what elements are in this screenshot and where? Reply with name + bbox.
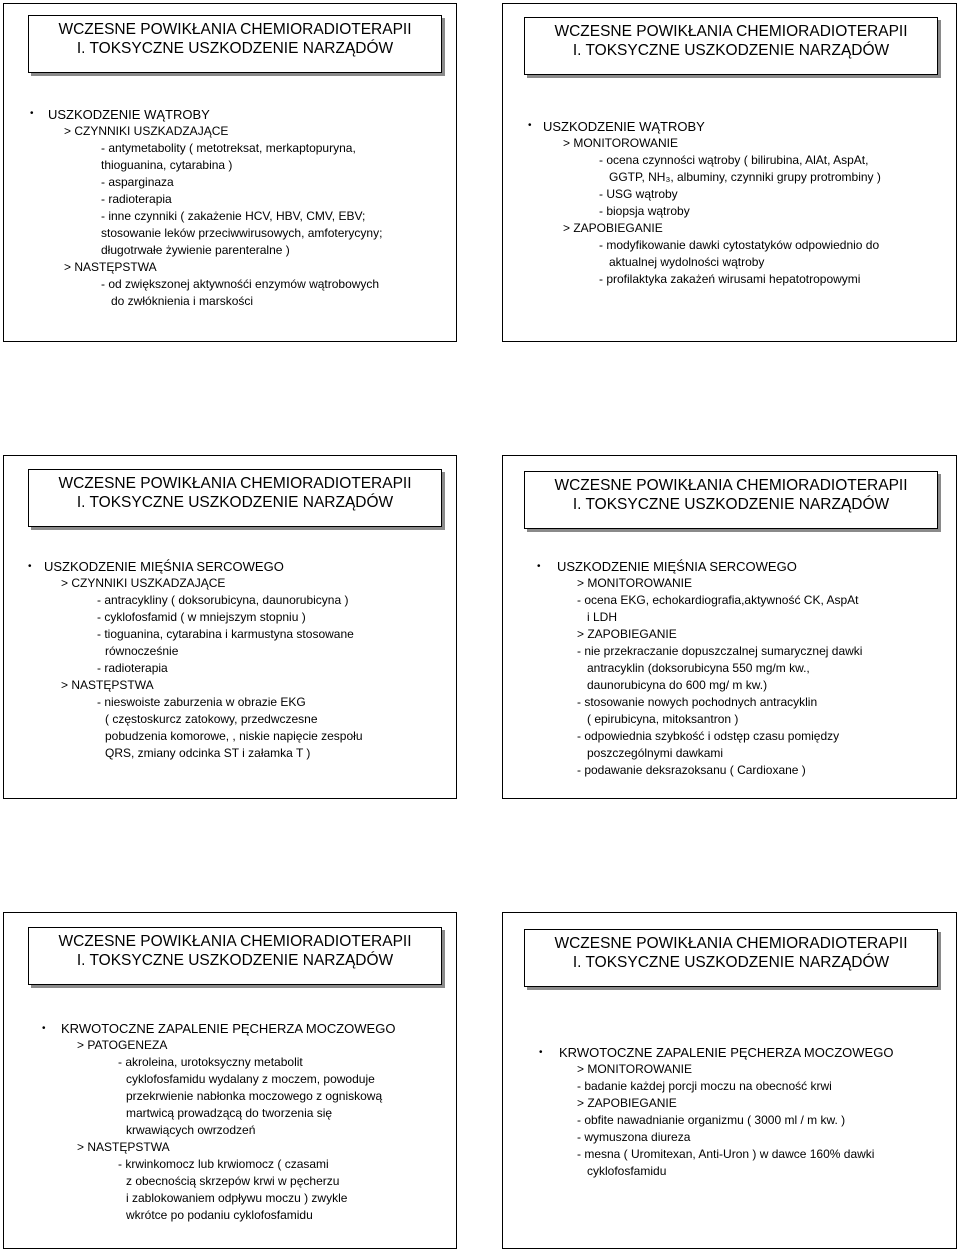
item: - od zwiększonej aktywnośći enzymów wątrobowych — [101, 277, 380, 291]
subheading: > ZAPOBIEGANIE — [577, 1096, 677, 1110]
slide-title — [524, 17, 938, 75]
title-line-2: I. TOKSYCZNE USZKODZENIE NARZĄDÓW — [76, 40, 394, 57]
item: - ocena czynności wątroby ( bilirubina, AlAt, AspAt, — [599, 153, 869, 167]
title-line-1: WCZESNE POWIKŁANIA CHEMIORADIOTERAPII — [554, 935, 908, 952]
heading: KRWOTOCZNE ZAPALENIE PĘCHERZA MOCZOWEGO — [61, 1021, 396, 1036]
title-line-1: WCZESNE POWIKŁANIA CHEMIORADIOTERAPII — [554, 23, 908, 40]
item: - akroleina, urotoksyczny metabolit — [118, 1055, 303, 1069]
slide-6 — [502, 912, 957, 1249]
item: - odpowiednia szybkość i odstęp czasu pomiędzy — [577, 729, 840, 743]
item: - antymetabolity ( metotreksat, merkaptopuryna, — [101, 141, 356, 155]
item: - radioterapia — [101, 192, 172, 206]
heading: USZKODZENIE WĄTROBY — [48, 107, 210, 122]
item: poszczególnymi dawkami — [587, 746, 724, 760]
bullet-icon: • — [42, 1023, 46, 1034]
item: - stosowanie nowych pochodnych antracyklin — [577, 695, 818, 709]
item: przekrwienie nabłonka moczowego z ogniskową — [126, 1089, 383, 1103]
title-line-1: WCZESNE POWIKŁANIA CHEMIORADIOTERAPII — [58, 475, 412, 492]
item: - inne czynniki ( zakażenie HCV, HBV, CMV, EBV; — [101, 209, 366, 223]
item: ( epirubicyna, mitoksantron ) — [587, 712, 739, 726]
bullet-icon: • — [537, 561, 541, 572]
subheading: > NASTĘPSTWA — [77, 1140, 170, 1154]
title-line-2: I. TOKSYCZNE USZKODZENIE NARZĄDÓW — [572, 496, 890, 513]
subheading: > MONITOROWANIE — [577, 1062, 693, 1076]
item: - nie przekraczanie dopuszczalnej sumarycznej dawki — [577, 644, 863, 658]
slide-1 — [3, 3, 457, 342]
bullet-icon: • — [28, 561, 32, 572]
item: - wymuszona diureza — [577, 1130, 691, 1144]
heading: USZKODZENIE WĄTROBY — [543, 119, 705, 134]
item: - USG wątroby — [599, 187, 678, 201]
slide-4 — [502, 455, 957, 799]
item: stosowanie leków przeciwwirusowych, amfoterycyny; — [101, 226, 383, 240]
item: - nieswoiste zaburzenia w obrazie EKG — [97, 695, 306, 709]
slide-body — [48, 106, 448, 310]
title-line-1: WCZESNE POWIKŁANIA CHEMIORADIOTERAPII — [554, 477, 908, 494]
item: antracyklin (doksorubicyna 550 mg/m kw., — [587, 661, 810, 675]
slide-body — [61, 1020, 448, 1224]
item: - mesna ( Uromitexan, Anti-Uron ) w dawce 160% dawki — [577, 1147, 875, 1161]
slide-2 — [502, 3, 957, 342]
item: aktualnej wydolności wątroby — [609, 255, 765, 269]
item: długotrwałe żywienie parenteralne ) — [101, 243, 290, 257]
item: - asparginaza — [101, 175, 174, 189]
item: - krwinkomocz lub krwiomocz ( czasami — [118, 1157, 329, 1171]
item: - profilaktyka zakażeń wirusami hepatotropowymi — [599, 272, 861, 286]
item: krwawiących owrzodzeń — [126, 1123, 256, 1137]
bullet-icon: • — [528, 120, 532, 131]
subheading: > ZAPOBIEGANIE — [577, 627, 677, 641]
slide-title — [524, 471, 938, 529]
item: ( częstoskurcz zatokowy, przedwczesne — [105, 712, 318, 726]
subheading: > PATOGENEZA — [77, 1038, 168, 1052]
item: cyklofosfamidu — [587, 1164, 667, 1178]
slide-body — [543, 118, 948, 288]
item: do zwłóknienia i marskości — [111, 294, 254, 308]
subheading: > NASTĘPSTWA — [64, 260, 157, 274]
slide-title — [28, 927, 442, 985]
title-line-2: I. TOKSYCZNE USZKODZENIE NARZĄDÓW — [572, 42, 890, 59]
item: - obfite nawadnianie organizmu ( 3000 ml / m kw. ) — [577, 1113, 846, 1127]
item: - tioguanina, cytarabina i karmustyna stosowane — [97, 627, 354, 641]
bullet-icon: • — [539, 1047, 543, 1058]
title-line-1: WCZESNE POWIKŁANIA CHEMIORADIOTERAPII — [58, 21, 412, 38]
item: cyklofosfamidu wydalany z moczem, powoduje — [126, 1072, 375, 1086]
bullet-icon: • — [30, 108, 34, 119]
subheading: > CZYNNIKI USZKADZAJĄCE — [61, 576, 226, 590]
item: i LDH — [587, 610, 618, 624]
subheading: > CZYNNIKI USZKADZAJĄCE — [64, 124, 229, 138]
item: - radioterapia — [97, 661, 168, 675]
item: równocześnie — [105, 644, 179, 658]
item: z obecnością skrzepów krwi w pęcherzu — [126, 1174, 340, 1188]
title-line-2: I. TOKSYCZNE USZKODZENIE NARZĄDÓW — [76, 494, 394, 511]
subheading: > NASTĘPSTWA — [61, 678, 154, 692]
item: - modyfikowanie dawki cytostatyków odpowiednio do — [599, 238, 880, 252]
item: - antracykliny ( doksorubicyna, daunorubicyna ) — [97, 593, 349, 607]
item: daunorubicyna do 600 mg/ m kw.) — [587, 678, 768, 692]
slide-title — [524, 929, 938, 987]
subheading: > MONITOROWANIE — [563, 136, 679, 150]
title-line-1: WCZESNE POWIKŁANIA CHEMIORADIOTERAPII — [58, 933, 412, 950]
item: - cyklofosfamid ( w mniejszym stopniu ) — [97, 610, 306, 624]
title-line-2: I. TOKSYCZNE USZKODZENIE NARZĄDÓW — [572, 954, 890, 971]
item: i zablokowaniem odpływu moczu ) zwykle — [126, 1191, 348, 1205]
subheading: > ZAPOBIEGANIE — [563, 221, 663, 235]
item: thioguanina, cytarabina ) — [101, 158, 233, 172]
slide-title — [28, 15, 442, 73]
subheading: > MONITOROWANIE — [577, 576, 693, 590]
slide-body — [44, 558, 448, 762]
title-line-2: I. TOKSYCZNE USZKODZENIE NARZĄDÓW — [76, 952, 394, 969]
item: pobudzenia komorowe, , niskie napięcie zespołu — [105, 729, 363, 743]
slide-5 — [3, 912, 457, 1249]
item: - badanie każdej porcji moczu na obecność krwi — [577, 1079, 832, 1093]
slide-3 — [3, 455, 457, 799]
slide-body — [557, 558, 948, 779]
item: martwicą prowadzącą do tworzenia się — [126, 1106, 333, 1120]
item: - podawanie deksrazoksanu ( Cardioxane ) — [577, 763, 806, 777]
item: QRS, zmiany odcinka ST i załamka T ) — [105, 746, 311, 760]
item: wkrótce po podaniu cyklofosfamidu — [126, 1208, 313, 1222]
item: GGTP, NH₃, albuminy, czynniki grupy protrombiny ) — [609, 170, 881, 184]
item: - ocena EKG, echokardiografia,aktywność CK, AspAt — [577, 593, 859, 607]
slide-body — [559, 1044, 948, 1180]
slide-title — [28, 469, 442, 527]
heading: KRWOTOCZNE ZAPALENIE PĘCHERZA MOCZOWEGO — [559, 1045, 894, 1060]
item: - biopsja wątroby — [599, 204, 690, 218]
heading: USZKODZENIE MIĘŚNIA SERCOWEGO — [44, 559, 284, 574]
heading: USZKODZENIE MIĘŚNIA SERCOWEGO — [557, 559, 797, 574]
